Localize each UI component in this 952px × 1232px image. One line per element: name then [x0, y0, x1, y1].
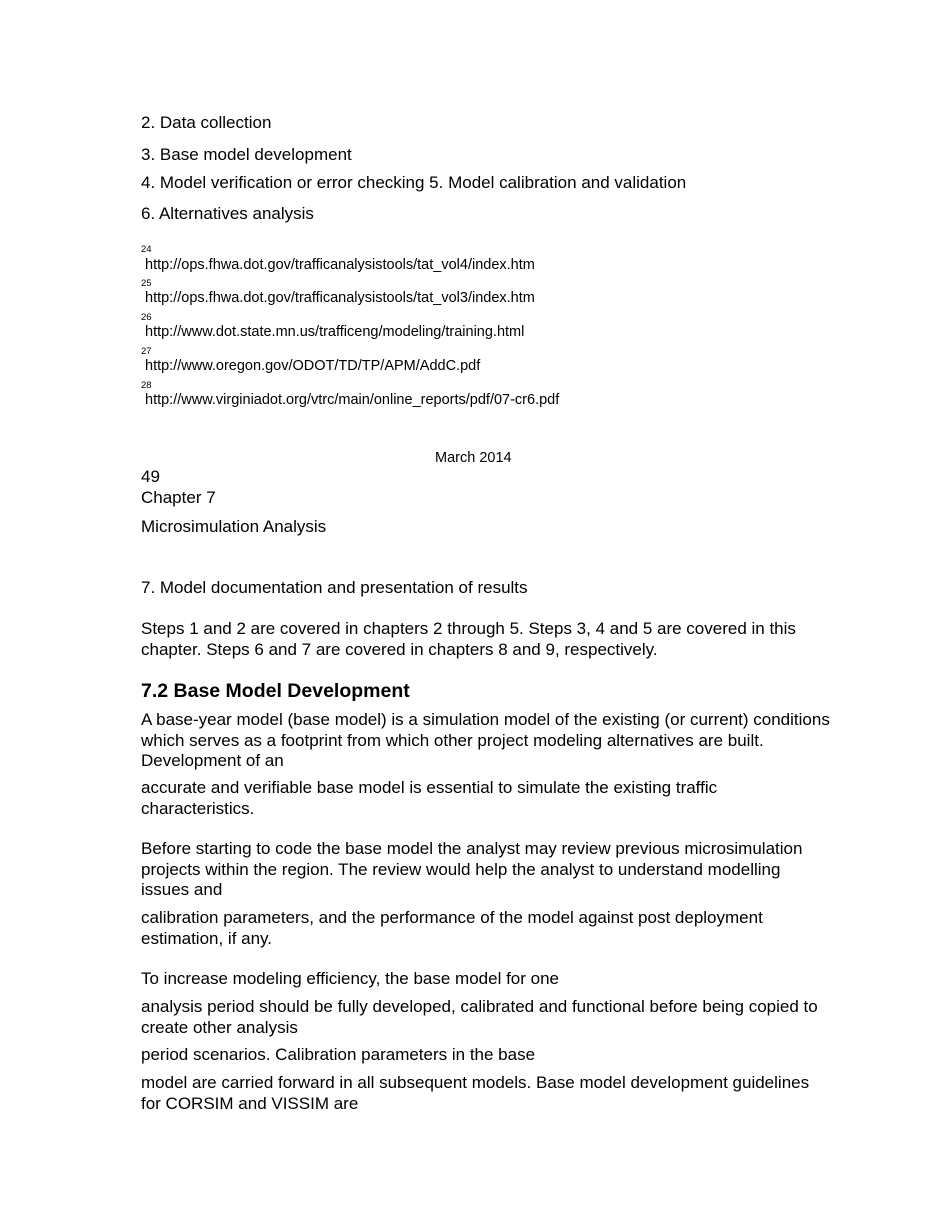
step-item: 7. Model documentation and presentation of results [141, 578, 528, 597]
step-item: 4. Model verification or error checking 5. Model calibration and validation [141, 173, 687, 192]
body-paragraph: A base-year model (base model) is a simulation model of the existing (or current) conditions which serves as a footprint from which other project modeling alternatives are built. Development of an [141, 710, 830, 770]
page-number: 49 [141, 467, 160, 486]
step-item: 6. Alternatives analysis [141, 204, 314, 223]
footnote-number: 27 [141, 346, 152, 357]
body-paragraph: accurate and verifiable base model is essential to simulate the existing traffic characteristics. [141, 778, 718, 818]
body-paragraph: Before starting to code the base model the analyst may review previous microsimulation projects within the region. The review would help the analyst to understand modelling issues and [141, 839, 803, 899]
body-paragraph: analysis period should be fully developed, calibrated and functional before being copied to create other analysis [141, 997, 818, 1037]
footnote-link[interactable]: http://www.oregon.gov/ODOT/TD/TP/APM/AddC.pdf [145, 358, 481, 374]
footnote-number: 24 [141, 244, 152, 255]
footnote-link[interactable]: http://ops.fhwa.dot.gov/trafficanalysistools/tat_vol4/index.htm [145, 257, 535, 273]
footnote-link[interactable]: http://www.dot.state.mn.us/trafficeng/modeling/training.html [145, 324, 525, 340]
footer-date: March 2014 [435, 450, 512, 466]
body-paragraph: To increase modeling efficiency, the base model for one [141, 969, 560, 988]
chapter-title: Microsimulation Analysis [141, 517, 327, 536]
step-item: 3. Base model development [141, 145, 352, 164]
footnote-link[interactable]: http://ops.fhwa.dot.gov/trafficanalysistools/tat_vol3/index.htm [145, 290, 535, 306]
step-item: 2. Data collection [141, 113, 272, 132]
body-paragraph: period scenarios. Calibration parameters in the base [141, 1045, 536, 1064]
body-paragraph: Steps 1 and 2 are covered in chapters 2 through 5. Steps 3, 4 and 5 are covered in this chapter. Steps 6 and 7 are covered in chapters 8 and 9, respectively. [141, 619, 796, 659]
footnote-number: 25 [141, 278, 152, 289]
footnote-link[interactable]: http://www.virginiadot.org/vtrc/main/online_reports/pdf/07-cr6.pdf [145, 392, 560, 408]
section-heading: 7.2 Base Model Development [141, 680, 410, 702]
footnote-number: 26 [141, 312, 152, 323]
body-paragraph: model are carried forward in all subsequent models. Base model development guidelines for CORSIM and VISSIM are [141, 1073, 810, 1113]
footnote-number: 28 [141, 380, 152, 391]
body-paragraph: calibration parameters, and the performance of the model against post deployment estimation, if any. [141, 908, 763, 948]
chapter-label: Chapter 7 [141, 488, 216, 507]
